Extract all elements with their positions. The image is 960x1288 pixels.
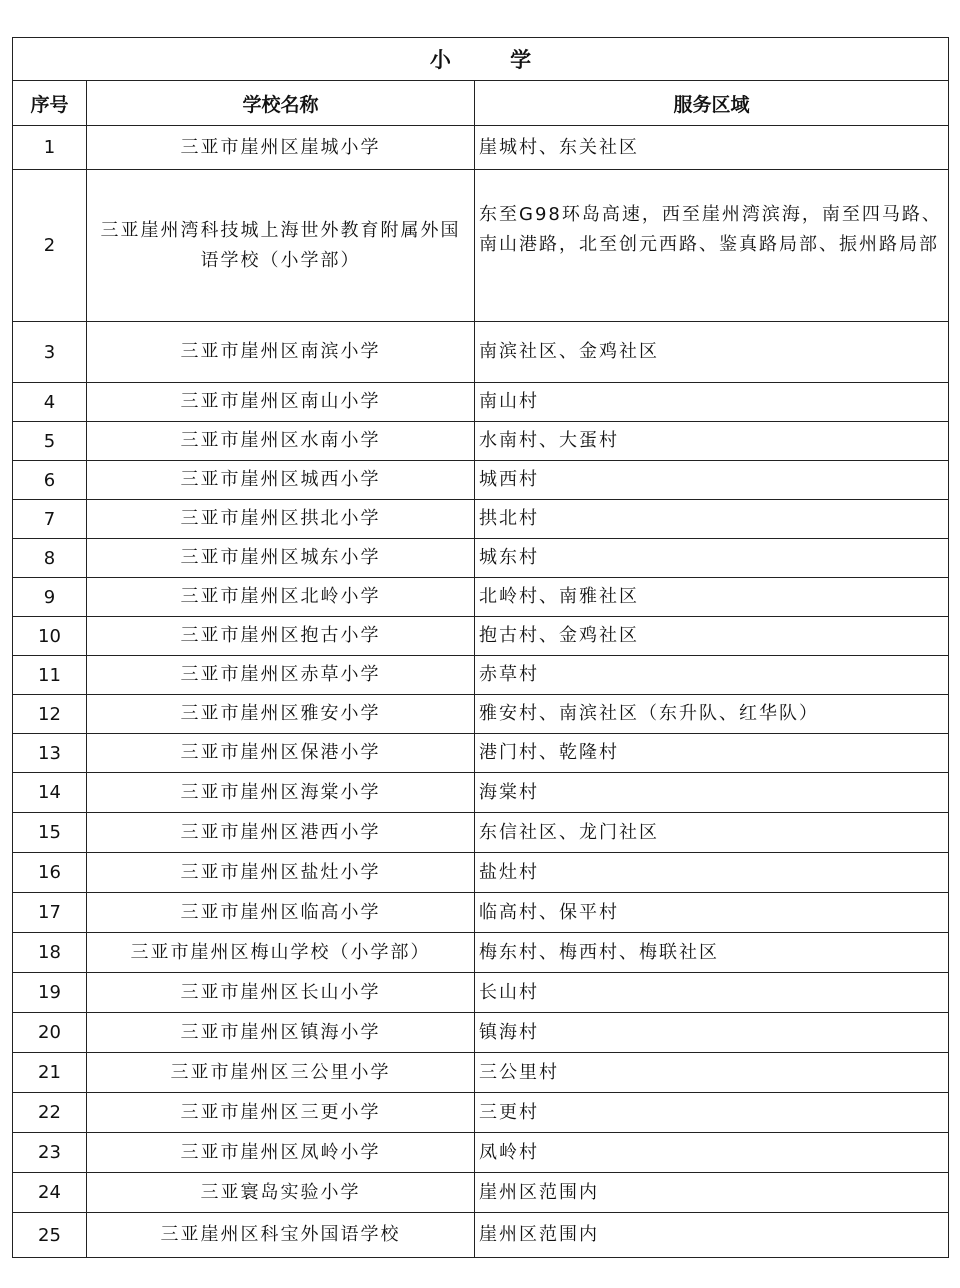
header-service-area: 服务区域 (475, 81, 949, 126)
table-row (13, 383, 949, 422)
table-row (13, 422, 949, 461)
school-name: 三亚市崖州区城东小学 (87, 539, 475, 578)
service-area: 拱北村 (475, 500, 949, 539)
header-school-name: 学校名称 (87, 81, 475, 126)
school-name: 三亚市崖州区三更小学 (87, 1093, 475, 1133)
service-area: 临高村、保平村 (475, 893, 949, 933)
primary-school-table (12, 37, 949, 1258)
school-name: 三亚市崖州区城西小学 (87, 461, 475, 500)
table-row (13, 126, 949, 170)
school-name: 三亚市崖州区南山小学 (87, 383, 475, 422)
table-row (13, 933, 949, 973)
school-name: 三亚市崖州区保港小学 (87, 734, 475, 773)
table-row (13, 617, 949, 656)
row-number: 12 (13, 695, 87, 734)
table-row (13, 656, 949, 695)
service-area: 港门村、乾隆村 (475, 734, 949, 773)
row-number: 5 (13, 422, 87, 461)
service-area: 东至G98环岛高速，西至崖州湾滨海，南至四马路、南山港路，北至创元西路、鉴真路局部、振州路局部 (475, 170, 949, 322)
school-name: 三亚市崖州区崖城小学 (87, 126, 475, 170)
row-number: 8 (13, 539, 87, 578)
service-area: 三更村 (475, 1093, 949, 1133)
table-row (13, 170, 949, 322)
table-row (13, 500, 949, 539)
row-number: 7 (13, 500, 87, 539)
service-area: 长山村 (475, 973, 949, 1013)
school-name: 三亚市崖州区梅山学校（小学部） (87, 933, 475, 973)
service-area: 城西村 (475, 461, 949, 500)
service-area: 凤岭村 (475, 1133, 949, 1173)
service-area: 崖城村、东关社区 (475, 126, 949, 170)
school-name: 三亚市崖州区北岭小学 (87, 578, 475, 617)
table-title: 小 学 (13, 38, 949, 81)
school-name: 三亚崖州湾科技城上海世外教育附属外国语学校（小学部） (87, 170, 475, 322)
service-area: 海棠村 (475, 773, 949, 813)
header-no: 序号 (13, 81, 87, 126)
school-name: 三亚市崖州区临高小学 (87, 893, 475, 933)
table-row (13, 893, 949, 933)
school-name: 三亚市崖州区拱北小学 (87, 500, 475, 539)
school-name: 三亚市崖州区镇海小学 (87, 1013, 475, 1053)
service-area: 赤草村 (475, 656, 949, 695)
service-area: 城东村 (475, 539, 949, 578)
row-number: 2 (13, 170, 87, 322)
row-number: 24 (13, 1173, 87, 1213)
table-row (13, 461, 949, 500)
service-area: 抱古村、金鸡社区 (475, 617, 949, 656)
school-name: 三亚市崖州区抱古小学 (87, 617, 475, 656)
table-row (13, 1213, 949, 1258)
service-area: 南滨社区、金鸡社区 (475, 322, 949, 383)
row-number: 16 (13, 853, 87, 893)
service-area: 南山村 (475, 383, 949, 422)
row-number: 18 (13, 933, 87, 973)
table-row (13, 695, 949, 734)
row-number: 4 (13, 383, 87, 422)
row-number: 22 (13, 1093, 87, 1133)
row-number: 10 (13, 617, 87, 656)
row-number: 21 (13, 1053, 87, 1093)
school-name: 三亚市崖州区凤岭小学 (87, 1133, 475, 1173)
service-area: 镇海村 (475, 1013, 949, 1053)
table-row (13, 1173, 949, 1213)
service-area: 雅安村、南滨社区（东升队、红华队） (475, 695, 949, 734)
table-row (13, 1013, 949, 1053)
table-row (13, 1093, 949, 1133)
row-number: 19 (13, 973, 87, 1013)
row-number: 6 (13, 461, 87, 500)
school-name: 三亚市崖州区盐灶小学 (87, 853, 475, 893)
school-name: 三亚市崖州区港西小学 (87, 813, 475, 853)
row-number: 17 (13, 893, 87, 933)
service-area: 水南村、大蛋村 (475, 422, 949, 461)
service-area: 崖州区范围内 (475, 1173, 949, 1213)
school-name: 三亚市崖州区海棠小学 (87, 773, 475, 813)
row-number: 3 (13, 322, 87, 383)
school-name: 三亚市崖州区长山小学 (87, 973, 475, 1013)
service-area: 盐灶村 (475, 853, 949, 893)
row-number: 1 (13, 126, 87, 170)
row-number: 23 (13, 1133, 87, 1173)
service-area: 东信社区、龙门社区 (475, 813, 949, 853)
table-row (13, 773, 949, 813)
row-number: 13 (13, 734, 87, 773)
row-number: 11 (13, 656, 87, 695)
table-row (13, 853, 949, 893)
row-number: 25 (13, 1213, 87, 1258)
school-name: 三亚市崖州区水南小学 (87, 422, 475, 461)
table-row (13, 973, 949, 1013)
table-row (13, 578, 949, 617)
table-row (13, 1053, 949, 1093)
table-row (13, 322, 949, 383)
service-area: 崖州区范围内 (475, 1213, 949, 1258)
table-row (13, 734, 949, 773)
row-number: 20 (13, 1013, 87, 1053)
table-row (13, 813, 949, 853)
school-name: 三亚市崖州区赤草小学 (87, 656, 475, 695)
school-name: 三亚崖州区科宝外国语学校 (87, 1213, 475, 1258)
service-area: 北岭村、南雅社区 (475, 578, 949, 617)
row-number: 9 (13, 578, 87, 617)
service-area: 梅东村、梅西村、梅联社区 (475, 933, 949, 973)
school-name: 三亚寰岛实验小学 (87, 1173, 475, 1213)
table-row (13, 539, 949, 578)
table-row (13, 1133, 949, 1173)
school-name: 三亚市崖州区三公里小学 (87, 1053, 475, 1093)
row-number: 14 (13, 773, 87, 813)
school-name: 三亚市崖州区雅安小学 (87, 695, 475, 734)
school-name: 三亚市崖州区南滨小学 (87, 322, 475, 383)
table-body (13, 126, 949, 1258)
row-number: 15 (13, 813, 87, 853)
service-area: 三公里村 (475, 1053, 949, 1093)
